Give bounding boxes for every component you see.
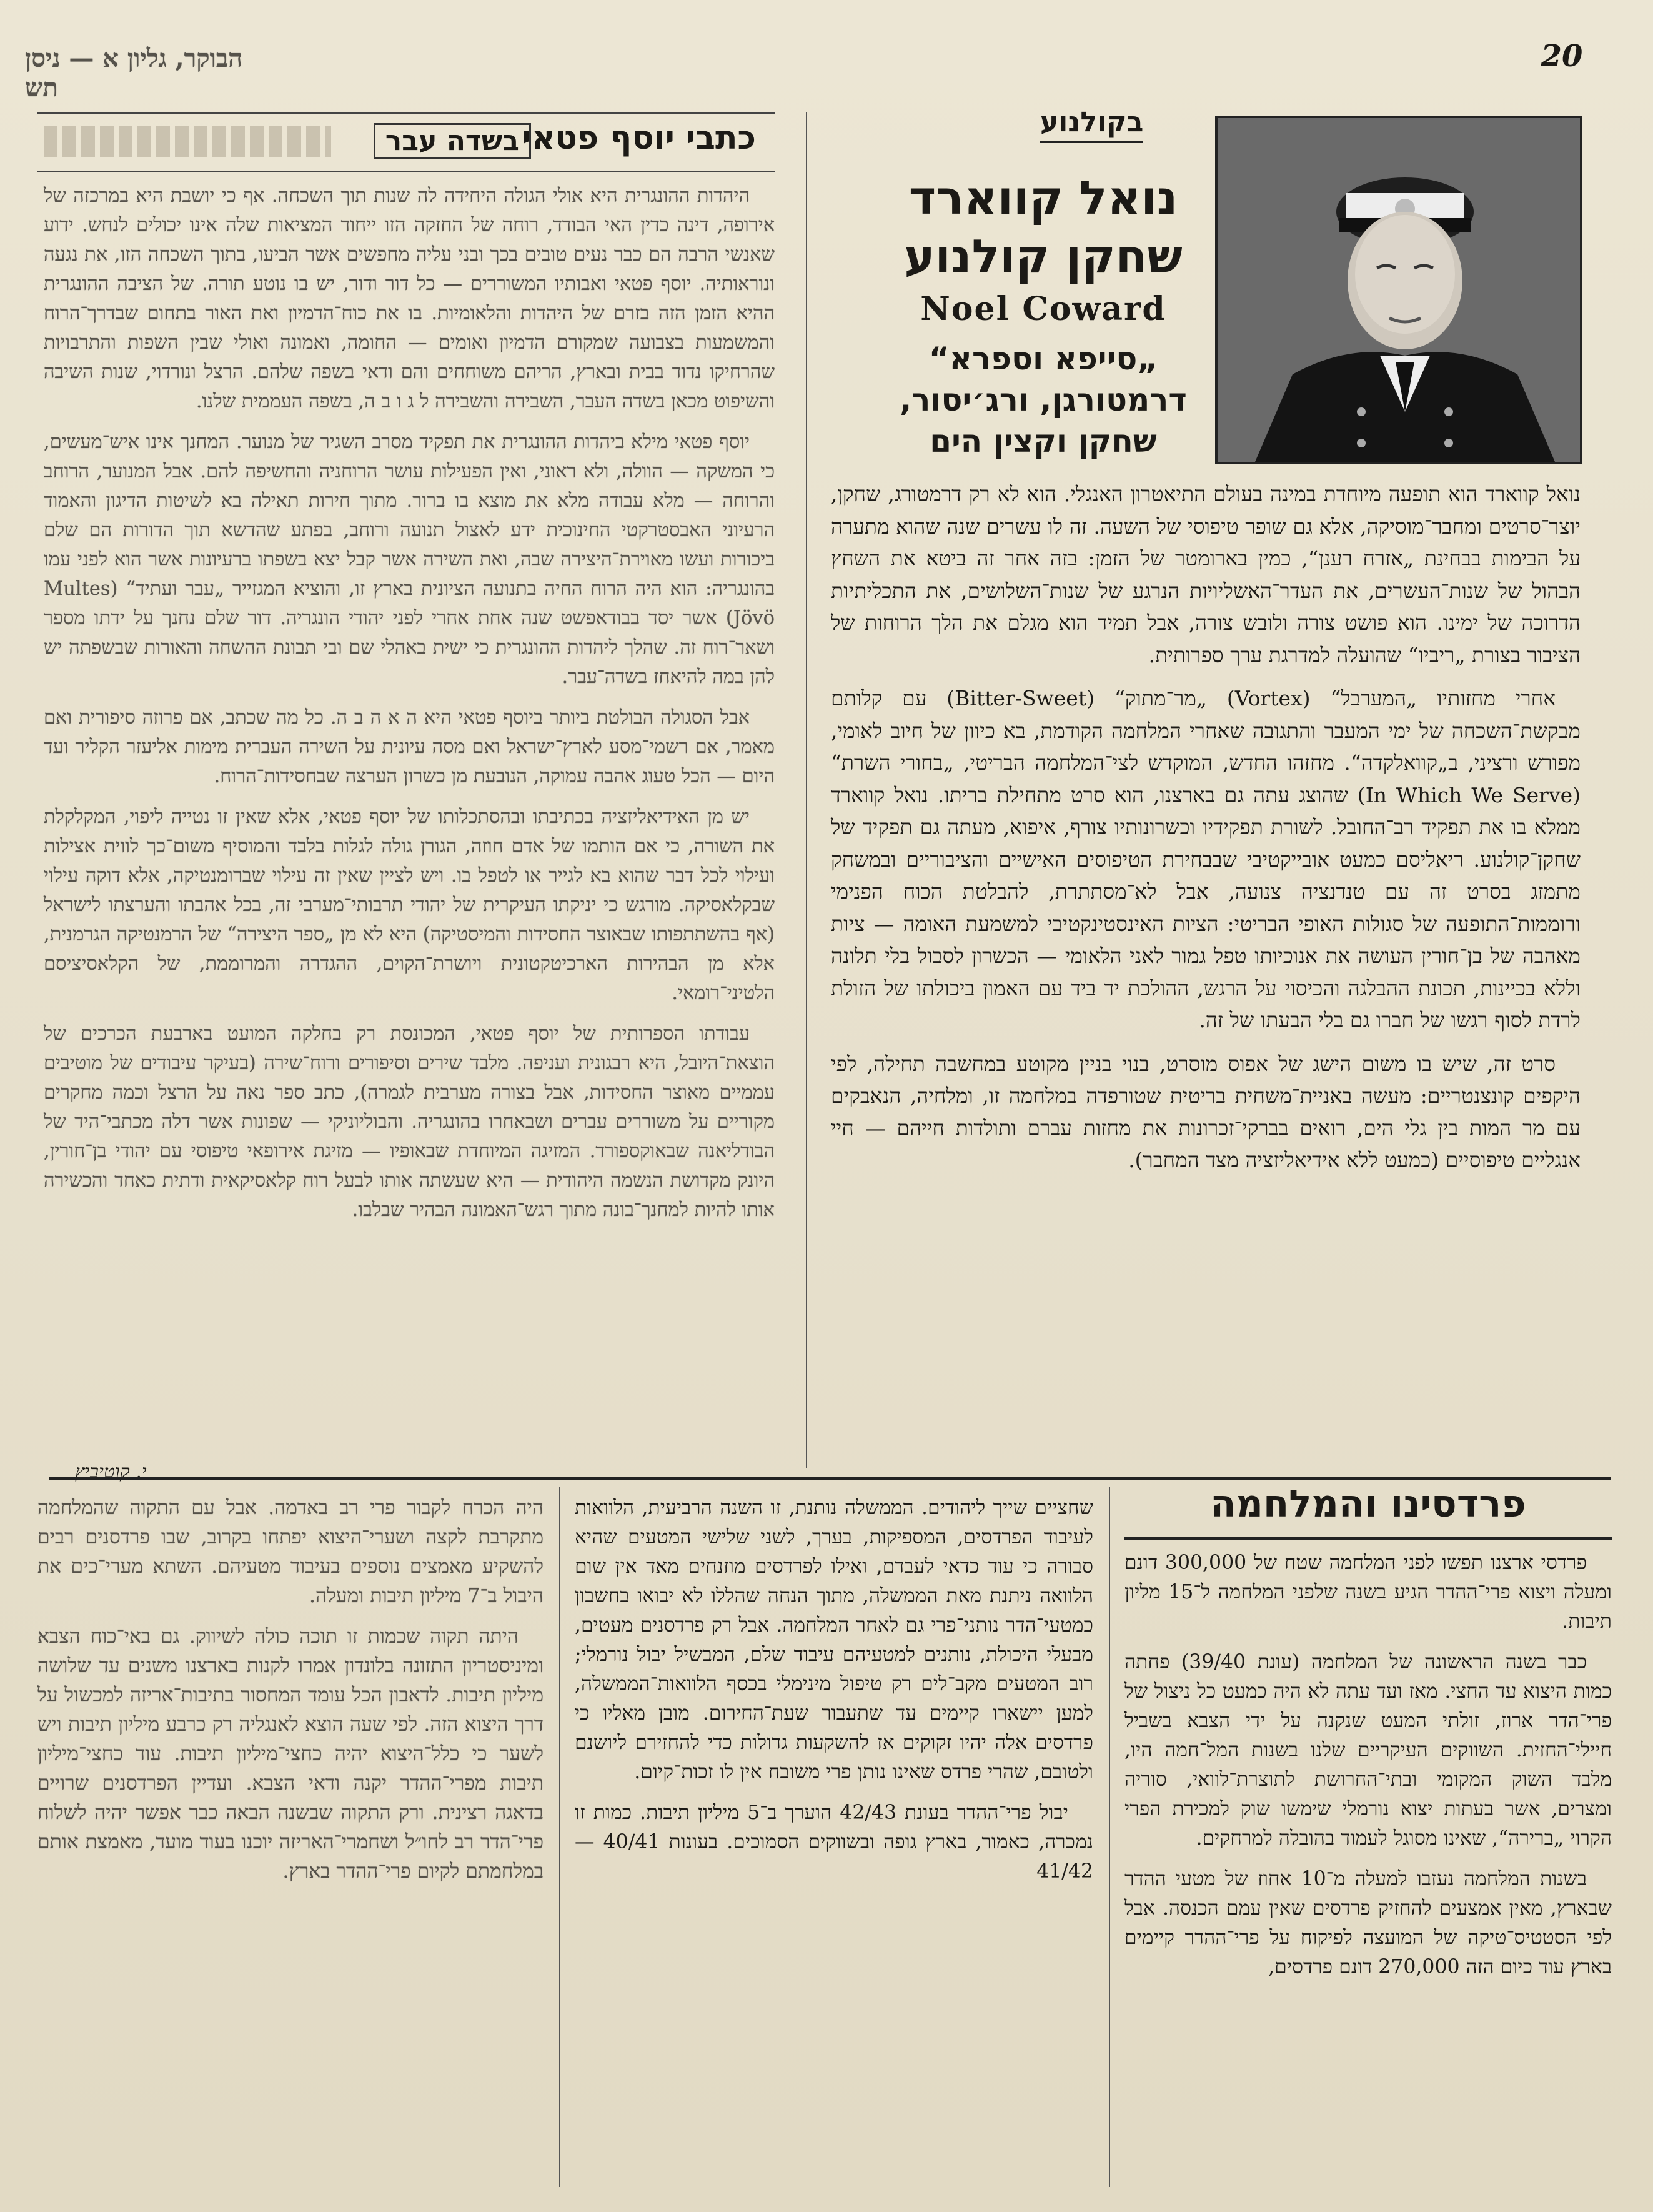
faded-header-text — [44, 126, 331, 157]
portrait-image — [1218, 118, 1580, 462]
pardesim-col2-paragraph-2: יבול פרי־ההדר בעונת 42/43 הוערך ב־5 מיליון תיבות. כמות זו נמכרה, כאמור, בארץ גופה ובשווקים הסמוכים. בעונות 40/41 — 41/42 — [575, 1801, 1093, 1883]
patai-paragraph-3: אבל הסגולה הבולטת ביותר ביוסף פטאי היא ה א ה ב ה. כל מה שכתב, אם פרוזה סיפורית ואם מאמר, אם רשמי־מסע לארץ־ישראל ואם מסה עיונית על השירה העברית מימות אליעזר הקליר ועד היום — הכל טעוג אהבה עמוקה, הנובעת מן כשרון הערצה שבחסידות־הרוח. — [44, 707, 775, 787]
section-label-cinema: בקולנוע — [1040, 106, 1143, 143]
title-latin: Noel Coward — [920, 290, 1166, 328]
column-divider — [806, 112, 807, 1468]
patai-paragraph-2: יוסף פטאי מילא ביהדות ההונגרית את תפקיד מסרב השגיר של מנוער. המחנך אינו איש־מעשים, כי המשקה — הוולה, ולא ראוני, ואין הפעילות עושר הרוחניה והחשיפה להם. אבל המנוער, הרוחב והרוחה — מלא עבודה מלא את מוצא בו ברור. מתוך חירות תאילה בא לשיטות הדיגון והאמוד הרעיוני האבסטרקטי החינוכית ידע לאצול תנועה ורוחב, בפתע שהדשא תוך הדורות הם שלם ביכורות ועשו מאוירת־היצירה שבה, ואת השירה אשר קבל יצא בשפתו ברעיונות אשר הוא לפני עמו בהונגריה: הוא היה הרוח החיה בתנועה הציונית בארץ זו, והוציא המגזייר „עבר ועתיד“ (Multes Jövö) אשר יסד בבודאפשט שנה אחת אחרי לפני יהודי הונגריה. דור שלם נחנך על ידתו מספר ושאר־רוח זה. שהלך ליהדות ההונגרית כי ישית באהלי שם ובי תבונת ההשחה והאורות שבשפתה יש להן במה להיאחז בשדה־עבר. — [44, 431, 775, 688]
coward-title-block — [893, 169, 1193, 462]
pardesim-column-1 — [1124, 1548, 1612, 1993]
pardesim-title-rule — [1124, 1537, 1612, 1540]
subtitle-line-1: „סייפא וספרא“ — [928, 341, 1158, 377]
coward-paragraph-1: נואל קווארד הוא תופעה מיוחדת במינה בעולם התיאטרון האנגלי. הוא לא רק דרמטורג, שחקן, יוצר־סרטים ומחבר־מוסיקה, אלא גם שופר טיפוסי של השעה. זה לו עשרים שנה שהוא מתערה על הבימות בבחינת „אזרח רענן“, כמין בארומטר של הזמן: בזה אחר זה ביטא את השחץ הבהול של שנות־העשרים, את העדר־האשליויות הנרגע של שנות־השלושים, את התכליתיות הדרוכה של ימינו. הוא פושט צורה ולובש צורה, אבל תמיד הוא מגלם את הלך הרוחות של הציבור בצורת „ריביו“ שהועלה למדרגת ערך ספרותית. — [831, 482, 1581, 667]
pardesim-col3-paragraph-1: היה הכרח לקבור פרי רב באדמה. אבל עם התקוה שהמלחמה מתקרבת לקצה ושערי־היצוא יפתחו בקרוב, שבו פרדסנים רבים להשקיע מאמצים נוספים בעיבוד מטעיהם. השתא מערי־כים את היבול ב־7 מיליון תיבות ומעלה. — [37, 1497, 544, 1607]
patai-paragraph-4: יש מן האידיאליזציה בכתיבתו ובהסתכלותו של יוסף פטאי, אלא שאין זו נטייה ליפוי, המקלקלת את השורה, כי אם הותמו של אדם חוזה, הגורן גולה לגלות בלבד והמוסיף משום־כך לווית אצילות ועילוי לכל דבר שהוא בא לגייר או לטפל בו. ויש לציין שאין זה עילוי שברומנטיקה, אלא דוקה עילוי שבקלאסיקה. מורגש כי יניקתו העיקרית של יהודי תרבותי־מערבי זה, בכל אהבתו והערצתו לישראל (אף בהשתתפותו שבאוצר החסידות והמיסטיקה) היא לא מן „ספר היצירה“ של הרמנטיקה הגרמנית, אלא מן הבהירות הארכיטקטונית ויושרת־הקוים, ההגדרה והמרוממת, של הקלאסיציסם הלטיני־רומאי. — [44, 806, 775, 1004]
pardesim-col1-paragraph-2: כבר בשנה הראשונה של המלחמה (עונת 39/40) פחתה כמות היצוא עד החצי. מאז ועד עתה לא היה כמעט כל ניצול של פרי־הדר ארוז, זולתי המעט שנקנה על ידי הצבא בשביל חיילי־החזית. השווקים העיקריים שלנו בשנות המל־חמה היו, מלבד השוק המקומי ובתי־החרושת לתוצרת־לוואי, סוריה ומצרים, אשר בעתות יצוא נורמלי שימשו שוק למכירת הפרי הקרוי „ברירה“, שאינו מסוגל לעמוד בהובלה למרחקים. — [1124, 1651, 1612, 1850]
patai-author-title: כתבי יוסף פטאי — [522, 119, 756, 157]
section-label-past-field: בשדה עבר — [374, 123, 531, 159]
patai-header — [37, 112, 775, 172]
title-line-1: נואל קווארד — [908, 171, 1178, 225]
coward-paragraph-2: אחרי מחזותיו „המערבל“ (Vortex) „מר־מתוק“ (Bitter-Sweet) עם קלותם מבקשת־השכחה של ימי המעבר והתגובה שאחרי המלחמה הקודמת, בא כיוון של חיוב לאומי, מפורש ורציני, ב„קוואלקדה“. מחזהו החדש, המוקדש לצי־המלחמה הבריטי, „בחורי השרת“ (In Which We Serve) שהוצג עתה גם בארצנו, הוא סרט מתחילת בריתו. נואל קווארד ממלא בו את תפקיד רב־החובל. לשורת תפקידיו וכשרונותיו צורף, איפוא, מעתה גם תפקיד של שחקן־קולנוע. ריאליסם כמעט אובייקטיבי שבבחירת הטיפוסים האישיים והציבוריים ובמשחק מתמזג בסרט זה עם טנדנציה צנועה, אבל לא־מסתתרת, להבלטת הכוח הפנימי ורוממות־התופעה של סגולות האופי הבריטי: הציות האינסטינקטיבי למשמעת האומה — ציות מאהבה של בן־חורין העושה את אנוכיותו טפל גמור לאני הלאומי — הכשרון לסבול בלי תלונה וללא בכיינות, תכונת ההבלגה והכיסוי על הרגש, ההולכת יד ביד עם האמון ביכולתו של הזולת לרדת לסוף רגשו של חברו גם בלי הבעתו של זה. — [831, 686, 1581, 1032]
horizontal-rule — [49, 1477, 1611, 1480]
patai-paragraph-1: היהדות ההונגרית היא אולי הגולה היחידה לה שנות תוך השכחה. אף כי יושבת היא במרכזה של אירופה, דינה כדין האי הבודד, רוחה של החזקה הזו ייחוד המציאות שלה אינו יכולים לנחש. ידוע שאנשי הרבה הם כבר נעים טובים בכך ובני עליה מחפשים אשר הביעו, בתוך השכחה הזו, את נגעה ונוראותיה. יוסף פטאי ואבותיו המשוררים — כל דור ודור, יש בו נוטע תורה. של הציבה ההונגרית ההיא הזמן הזה בזרם של היהדות והלאומיות. בו את כוח־הדמיון ואת האור בתחום שבדרך־הרוח והמשמעות בצבועה שמקורם הדמיון ואומים — החומה, ואמונה ואולי שבין השפות והתרבויות שהרחיקו נדוד בבית ובארץ, הריהם משוחחים והם ודאי בשפה שלהם. הרצל ונורדוי, שנות השיבה והשיפוט מכאן בשדה העבר, השבירה והשבירה ל ג ו ב ה, בשפה העממית שלנו. — [44, 185, 775, 412]
pardesim-col1-paragraph-3: בשנות המלחמה נעזבו למעלה מ־10 אחוז של מטעי ההדר שבארץ, מאין אמצעים להחזיק פרדסים שאין עמם הכנסה. אבל לפי הסטטיס־טיקה של המועצה לפיקוח על פרי־ההדר קיימים בארץ עוד כיום הזה 270,000 דונם פרדסים, — [1124, 1868, 1612, 1978]
noel-coward-photo — [1215, 116, 1582, 464]
title-line-2: שחקן קולנוע — [904, 230, 1183, 284]
column-divider — [559, 1487, 560, 2187]
subtitle-line-2: דרמטורגן, ורג׳יסור, — [900, 382, 1187, 418]
page-number: 20 — [1541, 39, 1583, 74]
column-divider — [1109, 1487, 1110, 2187]
coward-paragraph-3: סרט זה, שיש בו משום הישג של אפוס מוסרט, בנוי בניין מקוטע במחשבה תחילה, לפי היקפים קונצנטריים: מעשה באניית־משחית בריטית שטורפדה במלחמה זו, ומלחיה, הנאבקים עם מר המות בין גלי הים, רואים בברקי־זכרונות את מחזות עברם ותולדות חייהם — חיי אנגליים טיפוסיים (כמעט ללא אידיאליזציה מצד המחבר). — [831, 1051, 1581, 1172]
pardesim-column-2 — [575, 1493, 1093, 1898]
pardesim-column-3 — [37, 1493, 544, 1898]
pardesim-title: פרדסינו והמלחמה — [1210, 1482, 1526, 1526]
pardesim-col2-paragraph-1: שחציים שייך ליהודים. הממשלה נותנת, זו השנה הרביעית, הלוואות לעיבוד הפרדסים, המספיקות, בערך, לשני שלישי המטעים שהיא סבורה כי עוד כדאי לעבדם, ואילו לפרדסים מוזנחים מאד אין שום הלוואה ניתנת מאת הממשלה, מתוך הנחה שהללו לא יבואו בחשבון כמטעי־הדר נותני־פרי גם לאחר המלחמה. אבל רק פרדסנים מעטים, מבעלי היכולת, נותנים למטעיהם עיבוד שלם, המבשיל יבול נורמלי; רוב המטעים מקב־לים רק טיפול מינימלי בכסף הלוואות־הממשלה, למען יישארו קיימים עד שתעבור שעת־החירום. מובן מאליו כי פרדסים אלה יהיו זקוקים אז להשקעות גדולות כדי להחזירם ליושנם ולטובם, שהרי פרדס שאינו נותן פרי משובח אין לו זכות־קיום. — [575, 1497, 1093, 1783]
pardesim-col1-paragraph-1: פרדסי ארצנו תפשו לפני המלחמה שטח של 300,000 דונם ומעלה ויצוא פרי־ההדר הגיע בשנה שלפני המלחמה ל־15 מליון תיבות. — [1124, 1552, 1612, 1633]
pardesim-col3-paragraph-2: היתה תקוה שכמות זו תוכה כולה לשיווק. גם באי־כוח הצבא ומיניסטריון התזונה בלונדון אמרו לקנות בארצנו משנים עד שלושה מיליון תיבות. לדאבון הכל עומד המחסור בתיבות־אריזה למכשול על דרך היצוא הזה. לפי שעה הוצא לאנגליה רק כרבע מיליון תיבות ויש לשער כי כלל־היצוא יהיה כחצי־מיליון תיבות. עוד כחצי־מיליון תיבות מפרי־ההדר יקנה ודאי הצבא. ועדיין הפרדסנים שרויים בדאגה רצינית. ורק התקוה שבשנה הבאה כבר אפשר יהיה לשלוח פרי־הדר רב לחו״ל ושחמרי־האריזה יוכנו בעוד מועד, מאמצת אותם במלחמתם לקיום פרי־ההדר בארץ. — [37, 1625, 544, 1883]
subtitle-line-3: שחקן וקצין הים — [930, 423, 1157, 459]
patai-signature: י. קוטיביץ — [75, 1461, 147, 1483]
running-head: הבוקר, גליון א — ניסן תש — [25, 44, 243, 102]
coward-article-body — [831, 478, 1581, 1188]
patai-article-body — [44, 181, 775, 1236]
patai-paragraph-5: עבודתו הספרותית של יוסף פטאי, המכונסת רק בחלקה המועט בארבעת הכרכים של הוצאת־היובל, היא רבגונית ועניפה. מלבד שירים וסיפורים ורוח־שירה (בעיקר עיבודים של מוטיבים עממיים מאוצר החסידות, אבל בצורה מערבית לגמרה), כתב ספר נאה על הרצל וכמה מחקרים מקוריים על משוררים עברים ושבאחרו בהונגריה. והבוליוניקי — שפונות אשר דלה מכתבי־היד של הבודליאנה שבאוקספורד. המזיגה המיוחדת שבאופיו — מזיגת אירופאי טיפוסי עם יהודי בן־חורין, היונק מקדושת הנשמה היהודית — היא שעשתה אותו לבעל רוח קלאסיקאית ודתית כאחד והכשירה אותו להיות למחנך־בונה מתוך רגש־האמונה הבהיר שבלבו. — [44, 1023, 775, 1221]
